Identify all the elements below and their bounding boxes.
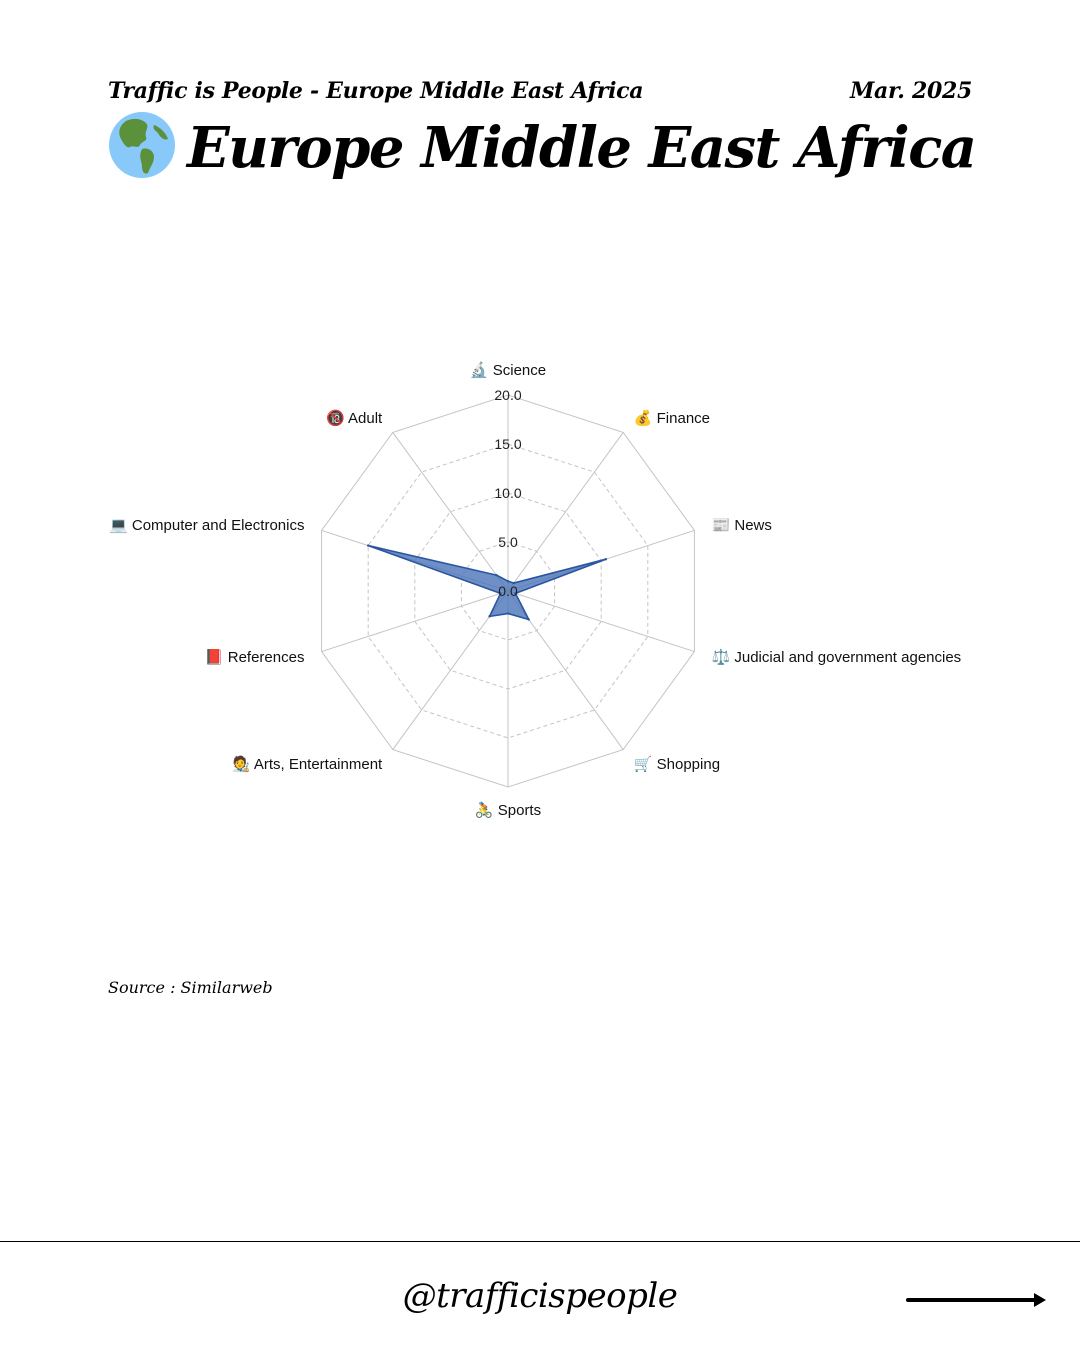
category-text-8: Computer and Electronics bbox=[131, 516, 305, 534]
grid-spoke-3 bbox=[508, 591, 694, 652]
arrow-right-icon[interactable] bbox=[906, 1290, 1048, 1310]
book-icon: 📕 bbox=[204, 649, 228, 667]
category-text-4: Shopping bbox=[656, 756, 721, 774]
tick-label-4: 20.0 bbox=[494, 387, 522, 403]
data-point-6 bbox=[488, 615, 490, 617]
cyclist-icon: 🚴 bbox=[474, 802, 498, 819]
category-text-5: Sports bbox=[497, 802, 542, 819]
report-date: Mar. 2025 bbox=[849, 78, 972, 104]
microscope-icon: 🔬 bbox=[469, 362, 493, 379]
category-label-9 bbox=[326, 409, 383, 427]
data-point-4 bbox=[528, 618, 530, 620]
page-title: Europe Middle East Africa bbox=[187, 115, 976, 181]
category-label-8 bbox=[109, 517, 304, 534]
grid-spoke-1 bbox=[508, 432, 623, 591]
category-text-6: Arts, Entertainment bbox=[253, 756, 383, 774]
category-label-3 bbox=[712, 648, 962, 666]
category-label-6 bbox=[232, 754, 383, 773]
category-label-5 bbox=[475, 801, 541, 819]
category-text-9: Adult bbox=[348, 409, 383, 427]
data-point-8 bbox=[367, 544, 369, 546]
category-label-4 bbox=[634, 755, 720, 773]
data-point-2 bbox=[605, 558, 607, 560]
category-text-7: References bbox=[227, 649, 305, 667]
category-text-2: News bbox=[734, 516, 772, 534]
no-under-18-icon: 🔞 bbox=[325, 409, 349, 427]
shopping-cart-icon: 🛒 bbox=[633, 756, 657, 774]
laptop-icon: 💻 bbox=[109, 516, 132, 534]
money-bag-icon: 💰 bbox=[633, 409, 657, 427]
tick-label-2: 10.0 bbox=[494, 485, 522, 501]
data-point-5 bbox=[507, 612, 509, 614]
category-label-1 bbox=[634, 409, 710, 427]
top-subtitle: Traffic is People - Europe Middle East Africa bbox=[108, 78, 644, 104]
grid-spoke-7 bbox=[322, 591, 508, 652]
scales-icon: ⚖️ bbox=[711, 649, 735, 667]
social-handle[interactable]: @trafficispeople bbox=[402, 1276, 678, 1316]
tick-label-3: 15.0 bbox=[494, 436, 522, 452]
category-label-0 bbox=[470, 360, 546, 379]
tick-label-1: 5.0 bbox=[498, 534, 518, 550]
category-label-2 bbox=[712, 517, 772, 534]
data-area bbox=[368, 546, 606, 620]
tick-label-0: 0.0 bbox=[498, 583, 518, 599]
category-text-0: Science bbox=[492, 362, 547, 379]
footer-divider bbox=[0, 1241, 1080, 1242]
data-point-9 bbox=[495, 574, 497, 576]
source-note: Source : Similarweb bbox=[108, 978, 273, 997]
category-label-7 bbox=[205, 648, 305, 666]
artist-icon: 🧑‍🎨 bbox=[231, 756, 254, 774]
category-text-1: Finance bbox=[656, 409, 711, 427]
category-text-3: Judicial and government agencies bbox=[734, 649, 962, 667]
newspaper-icon: 📰 bbox=[711, 516, 735, 534]
